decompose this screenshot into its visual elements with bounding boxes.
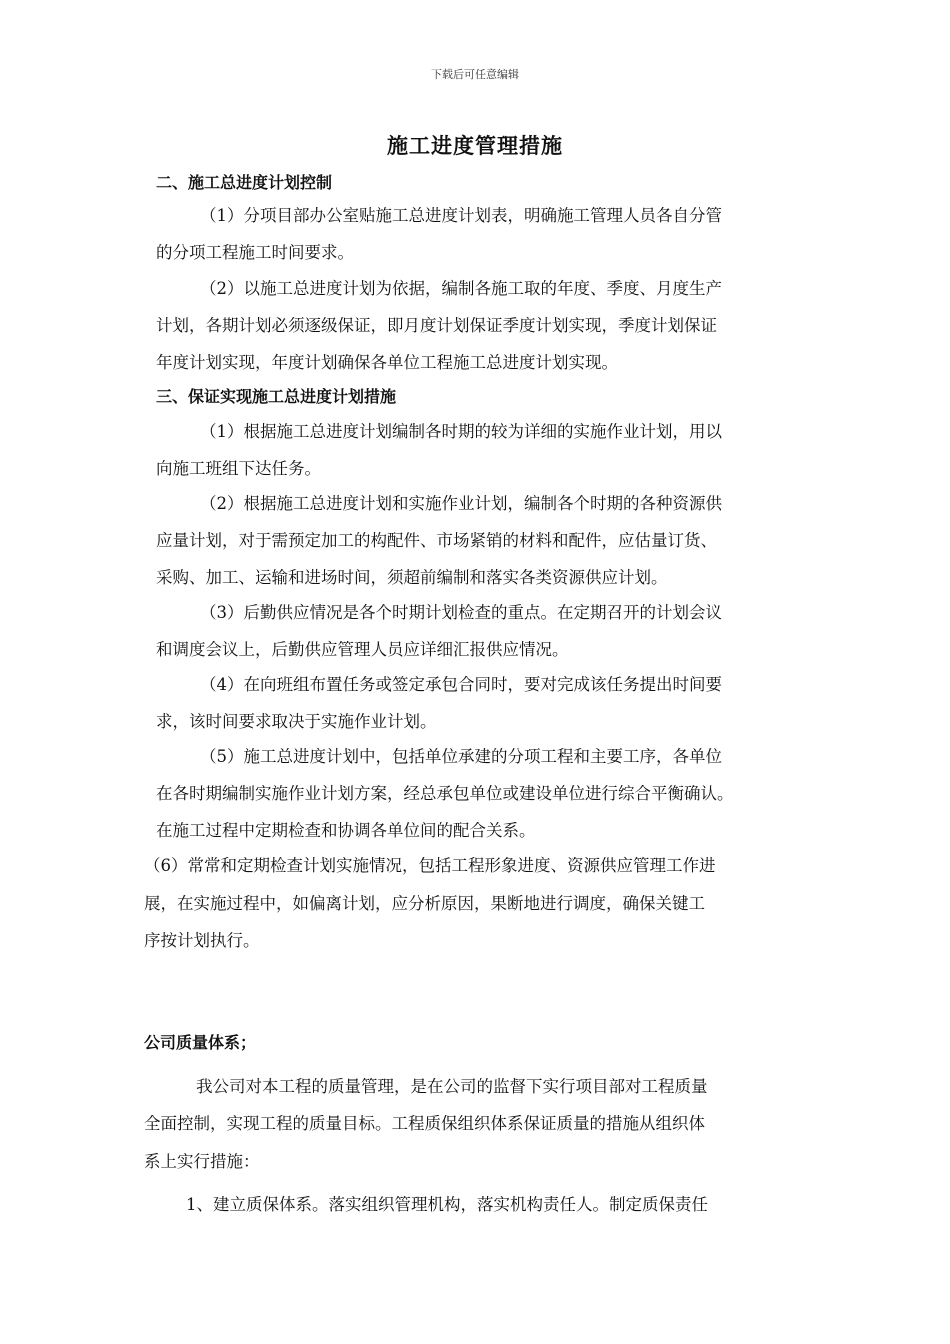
- paragraph-line: 展，在实施过程中，如偏离计划，应分析原因，果断地进行调度，确保关键工: [144, 894, 705, 913]
- page-title: 施工进度管理措施: [387, 134, 563, 158]
- paragraph-line: （4）在向班组布置任务或签定承包合同时，要对完成该任务提出时间要: [200, 675, 722, 694]
- paragraph-line: （3）后勤供应情况是各个时期计划检查的重点。在定期召开的计划会议: [200, 603, 722, 622]
- paragraph-line: 和调度会议上，后勤供应管理人员应详细汇报供应情况。: [156, 640, 569, 659]
- paragraph-line: 在各时期编制实施作业计划方案，经总承包单位或建设单位进行综合平衡确认。: [156, 784, 734, 803]
- paragraph-line: 系上实行措施：: [144, 1152, 260, 1171]
- paragraph-line: 向施工班组下达任务。: [156, 459, 321, 478]
- paragraph-line: （5）施工总进度计划中，包括单位承建的分项工程和主要工序，各单位: [200, 747, 722, 766]
- paragraph-line: （1）根据施工总进度计划编制各时期的较为详细的实施作业计划，用以: [200, 422, 722, 441]
- paragraph-line: 采购、加工、运输和进场时间，须超前编制和落实各类资源供应计划。: [156, 568, 668, 587]
- paragraph-line: （2）以施工总进度计划为依据，编制各施工取的年度、季度、月度生产: [200, 279, 722, 298]
- paragraph-line: 应量计划，对于需预定加工的构配件、市场紧销的材料和配件，应估量订货、: [156, 531, 717, 550]
- section-heading-3: 三、保证实现施工总进度计划措施: [156, 387, 397, 406]
- paragraph-line: 序按计划执行。: [144, 931, 260, 950]
- section-heading-2: 二、施工总进度计划控制: [156, 173, 333, 192]
- paragraph-line: （2）根据施工总进度计划和实施作业计划，编制各个时期的各种资源供: [200, 494, 722, 513]
- paragraph-line: （1）分项目部办公室贴施工总进度计划表，明确施工管理人员各自分管: [200, 206, 722, 225]
- paragraph-line: 1、建立质保体系。落实组织管理机构，落实机构责任人。制定质保责任: [186, 1195, 708, 1214]
- paragraph-line: 的分项工程施工时间要求。: [156, 243, 354, 262]
- paragraph-line: （6）常常和定期检查计划实施情况，包括工程形象进度、资源供应管理工作进: [144, 856, 716, 875]
- header-note: 下载后可任意编辑: [431, 68, 519, 81]
- paragraph-line: 年度计划实现，年度计划确保各单位工程施工总进度计划实现。: [156, 353, 618, 372]
- paragraph-line: 全面控制，实现工程的质量目标。工程质保组织体系保证质量的措施从组织体: [144, 1114, 705, 1133]
- paragraph-line: 在施工过程中定期检查和协调各单位间的配合关系。: [156, 821, 536, 840]
- paragraph-line: 计划，各期计划必须逐级保证，即月度计划保证季度计划实现，季度计划保证: [156, 316, 717, 335]
- paragraph-line: 我公司对本工程的质量管理，是在公司的监督下实行项目部对工程质量: [196, 1077, 708, 1096]
- paragraph-line: 求，该时间要求取决于实施作业计划。: [156, 712, 437, 731]
- section-heading-quality: 公司质量体系；: [144, 1033, 257, 1052]
